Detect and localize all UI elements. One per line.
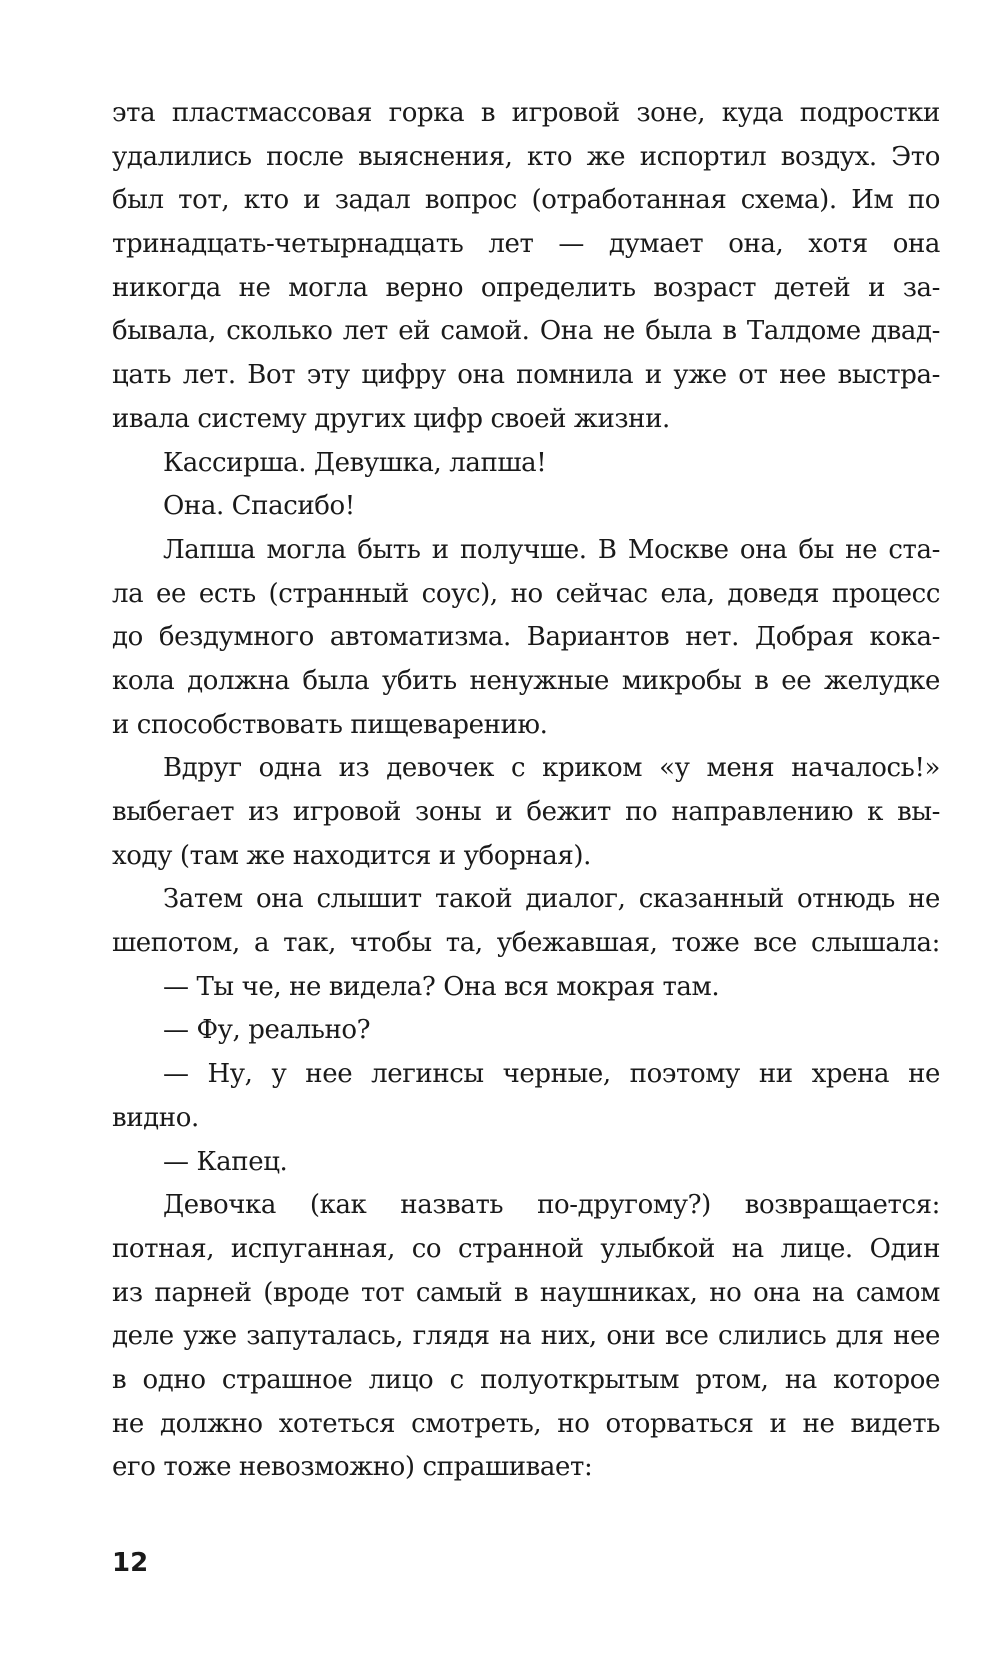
text-line: в одно страшное лицо с полуоткрытым ртом, на которое — [112, 1364, 940, 1395]
text-line: — Фу, реально? — [163, 1015, 371, 1046]
text-line: Вдруг одна из девочек с криком «у меня началось!» — [163, 753, 940, 784]
text-line: эта пластмассовая горка в игровой зоне, куда подростки — [112, 98, 940, 128]
text-line: до бездумного автоматизма. Вариантов нет. Добрая кока- — [112, 622, 940, 653]
text-line: — Ты че, не видела? Она вся мокрая там. — [163, 971, 720, 1002]
text-line: Лапша могла быть и получше. В Москве она бы не ста- — [163, 534, 940, 565]
text-line: ла ее есть (странный соус), но сейчас ела, доведя процесс — [112, 578, 940, 609]
text-line: цать лет. Вот эту цифру она помнила и уже от нее выстра- — [112, 360, 940, 391]
text-line: его тоже невозможно) спрашивает: — [112, 1452, 593, 1483]
text-line: деле уже запуталась, глядя на них, они все слились для нее — [112, 1321, 940, 1352]
text-line: не должно хотеться смотреть, но оторваться и не видеть — [112, 1408, 940, 1439]
text-line: потная, испуганная, со странной улыбкой на лице. Один — [112, 1233, 940, 1264]
text-line: был тот, кто и задал вопрос (отработанная схема). Им по — [112, 185, 940, 216]
text-line: тринадцать-четырнадцать лет — думает она, хотя она — [112, 229, 940, 260]
text-line: ходу (там же находится и уборная). — [112, 840, 591, 871]
text-line: Девочка (как назвать по-другому?) возвращается: — [163, 1190, 940, 1221]
text-line: Она. Спасибо! — [163, 491, 355, 522]
text-line: шепотом, а так, чтобы та, убежавшая, тоже все слышала: — [112, 928, 940, 959]
text-line: и способствовать пищеварению. — [112, 709, 548, 740]
text-line: никогда не могла верно определить возраст детей и за- — [112, 272, 940, 303]
text-line: из парней (вроде тот самый в наушниках, но она на самом — [112, 1277, 940, 1308]
text-line: выбегает из игровой зоны и бежит по направлению к вы- — [112, 797, 940, 827]
text-line: — Капец. — [163, 1146, 288, 1177]
text-line: бывала, сколько лет ей самой. Она не была в Талдоме двад- — [112, 316, 940, 347]
text-line: видно. — [112, 1102, 199, 1133]
page-number: 12 — [112, 1548, 149, 1578]
text-line: Кассирша. Девушка, лапша! — [163, 447, 547, 478]
text-line: Затем она слышит такой диалог, сказанный отнюдь не — [163, 884, 940, 915]
text-line: кола должна была убить ненужные микробы в ее желудке — [112, 665, 940, 696]
body-text — [112, 92, 940, 1490]
text-line: ивала систему других цифр своей жизни. — [112, 403, 670, 434]
text-line: удалились после выяснения, кто же испортил воздух. Это — [112, 141, 940, 172]
text-line: — Ну, у нее легинсы черные, поэтому ни хрена не — [163, 1059, 940, 1090]
